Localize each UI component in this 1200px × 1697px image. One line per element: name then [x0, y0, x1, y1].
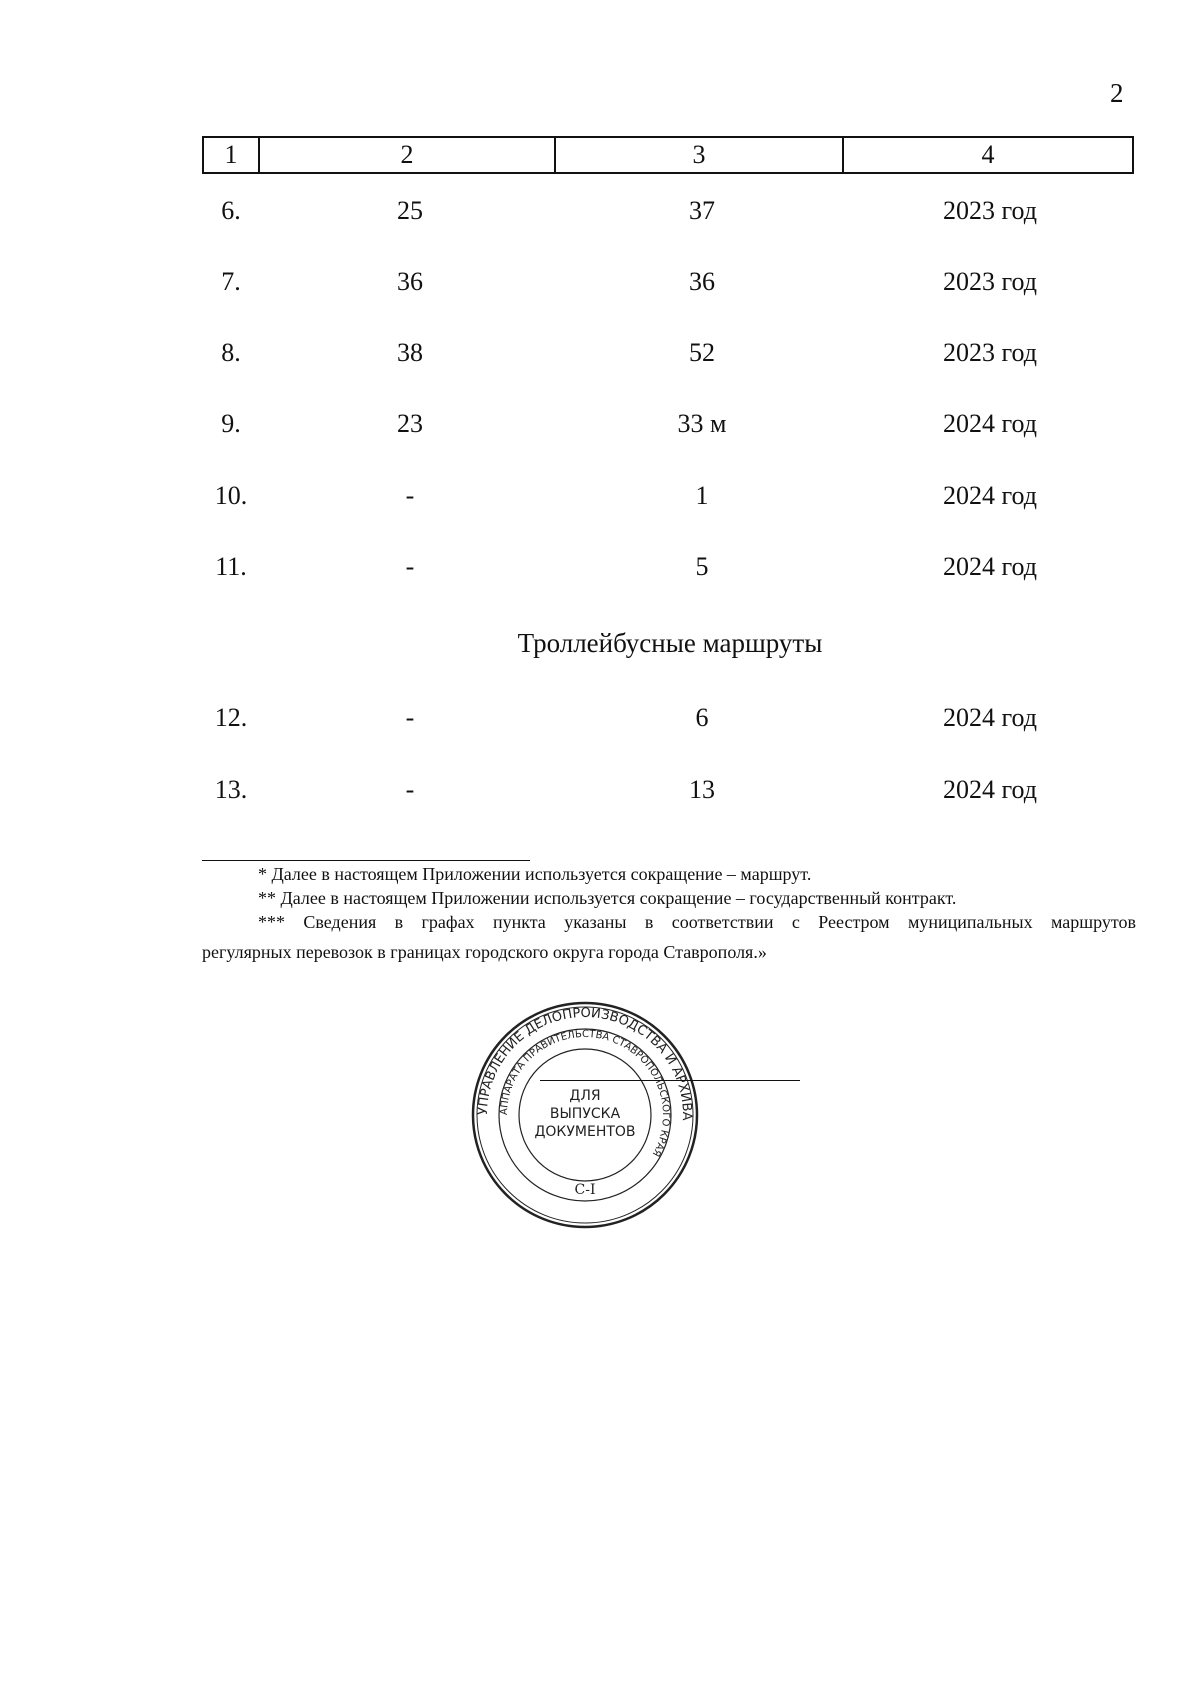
cell-col-2: 25	[397, 196, 423, 225]
row-number: 7.	[221, 267, 241, 296]
table-row	[0, 338, 1200, 378]
seal-center-line-2: ВЫПУСКА	[549, 1106, 621, 1122]
section-title: Троллейбусные маршруты	[517, 628, 823, 658]
footnote-1: * Далее в настоящем Приложении используется сокращение – маршрут.	[258, 864, 812, 884]
cell-col-2: -	[405, 481, 415, 510]
cell-col-2: -	[405, 552, 415, 581]
cell-col-3: 37	[689, 196, 715, 225]
cell-col-4: 2023 год	[943, 196, 1037, 225]
header-col-3: 3	[555, 137, 843, 173]
cell-col-3: 33 м	[677, 409, 727, 438]
cell-col-4: 2024 год	[943, 409, 1037, 438]
page-number: 2	[1110, 78, 1124, 108]
signature-line	[540, 1080, 800, 1081]
table-header	[202, 136, 1134, 174]
cell-col-2: -	[405, 703, 415, 732]
row-number: 9.	[221, 409, 241, 438]
cell-col-3: 52	[689, 338, 715, 367]
table-row	[0, 409, 1200, 449]
cell-col-4: 2024 год	[943, 703, 1037, 732]
row-number: 12.	[214, 703, 248, 732]
seal-outer-text: УПРАВЛЕНИЕ ДЕЛОПРОИЗВОДСТВА И АРХИВА	[475, 1005, 695, 1121]
cell-col-3: 13	[689, 775, 715, 804]
row-number: 11.	[215, 552, 247, 581]
cell-col-4: 2023 год	[943, 338, 1037, 367]
seal-code: С-I	[574, 1182, 596, 1198]
table-row	[0, 196, 1200, 236]
row-number: 6.	[221, 196, 241, 225]
cell-col-2: 38	[397, 338, 423, 367]
footnote-divider	[202, 860, 530, 861]
table-row	[0, 267, 1200, 307]
header-col-4: 4	[843, 137, 1133, 173]
cell-col-3: 5	[695, 552, 709, 581]
cell-col-4: 2023 год	[943, 267, 1037, 296]
cell-col-2: -	[405, 775, 415, 804]
seal-center-line-3: ДОКУМЕНТОВ	[534, 1124, 636, 1140]
official-seal	[470, 1000, 700, 1230]
table-row	[0, 775, 1200, 815]
header-col-2: 2	[259, 137, 555, 173]
cell-col-4: 2024 год	[943, 775, 1037, 804]
cell-col-2: 36	[397, 267, 423, 296]
seal-inner-text: АППАРАТА ПРАВИТЕЛЬСТВА СТАВРОПОЛЬСКОГО КРАЯ	[498, 1028, 672, 1159]
header-col-1: 1	[203, 137, 259, 173]
seal-center-line-1: ДЛЯ	[569, 1088, 601, 1104]
cell-col-3: 1	[695, 481, 709, 510]
cell-col-4: 2024 год	[943, 481, 1037, 510]
table-row	[0, 703, 1200, 743]
footnote-3: *** Сведения в графах пункта указаны в соответствии с Реестром муниципальных маршрутов	[258, 912, 1136, 932]
row-number: 10.	[214, 481, 248, 510]
table-row	[0, 552, 1200, 592]
cell-col-4: 2024 год	[943, 552, 1037, 581]
footnote-2: ** Далее в настоящем Приложении используется сокращение – государственный контракт.	[258, 888, 957, 908]
row-number: 8.	[221, 338, 241, 367]
cell-col-3: 6	[695, 703, 709, 732]
row-number: 13.	[214, 775, 248, 804]
cell-col-2: 23	[397, 409, 423, 438]
footnote-3-continued: регулярных перевозок в границах городского округа города Ставрополя.»	[202, 942, 767, 962]
table-row	[0, 481, 1200, 521]
cell-col-3: 36	[689, 267, 715, 296]
